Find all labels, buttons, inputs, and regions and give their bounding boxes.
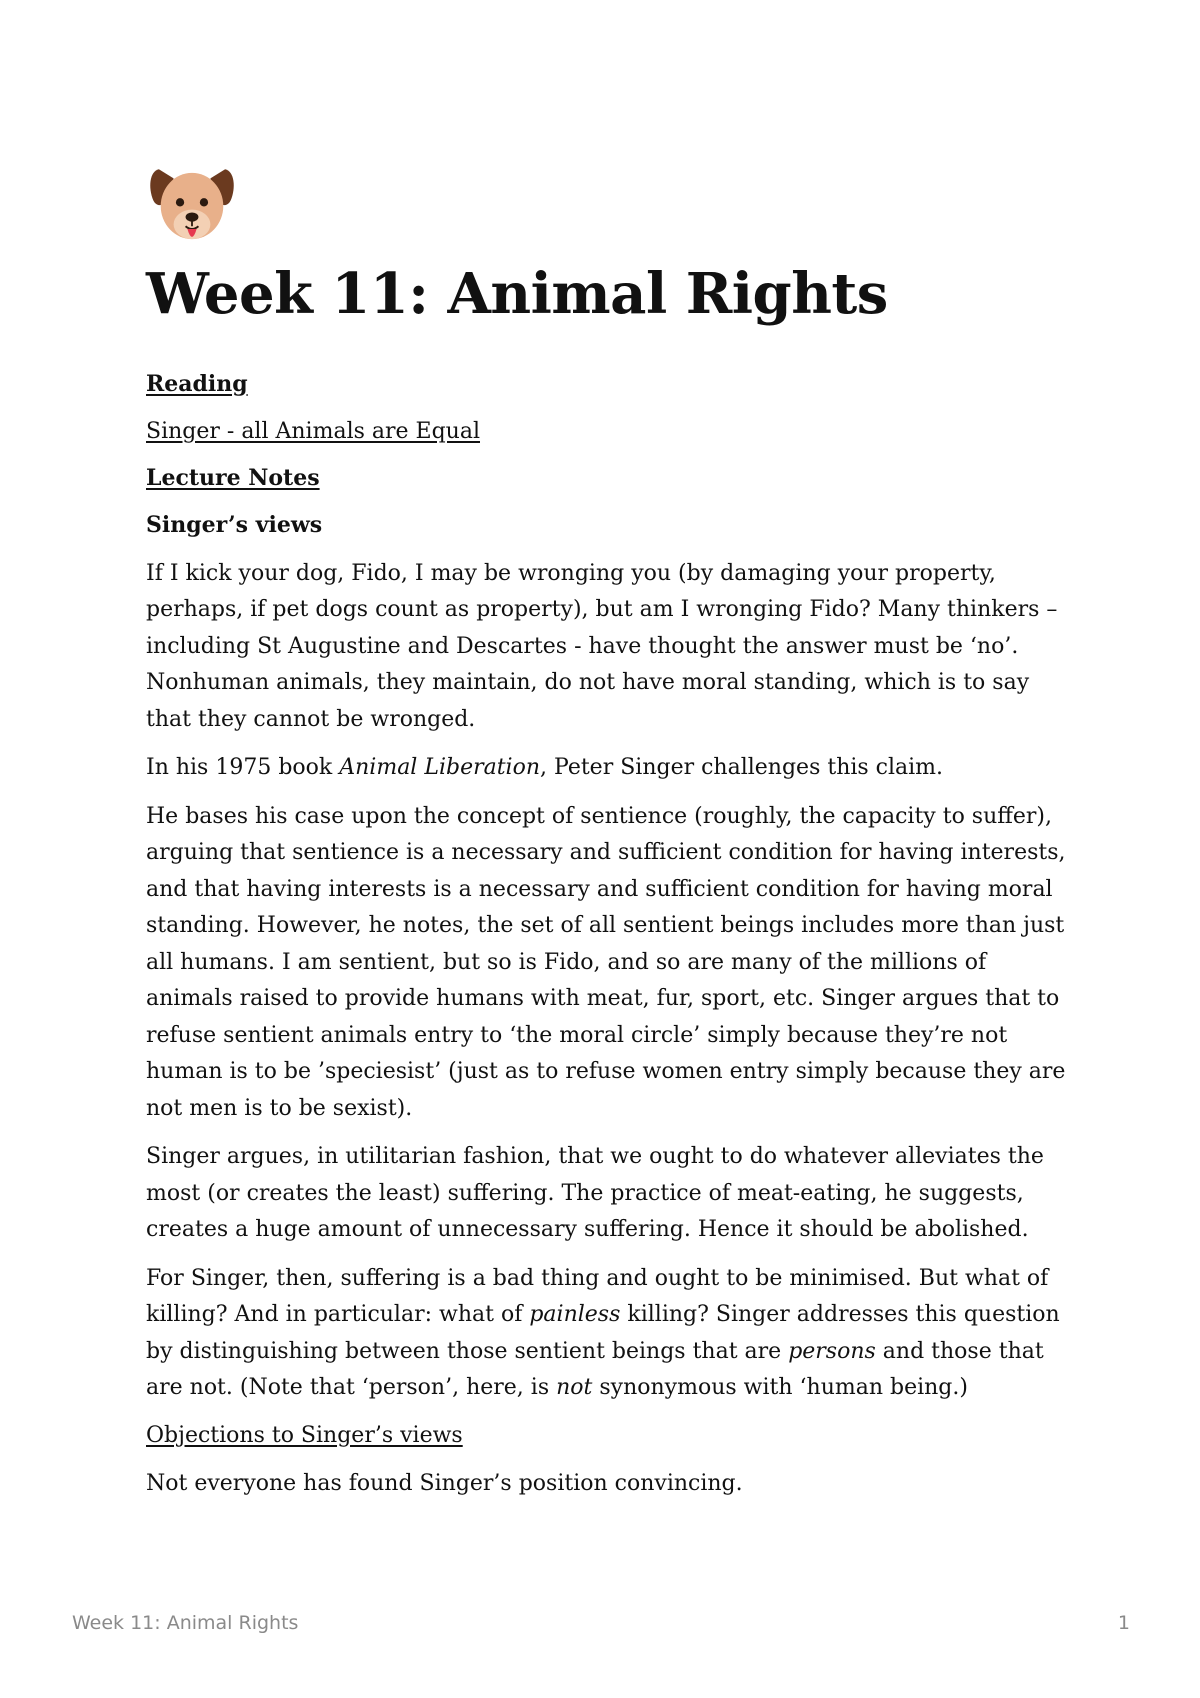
paragraph-2 <box>146 750 1076 787</box>
dog-face-icon <box>146 160 238 252</box>
paragraph-2-text-a: In his 1975 book <box>146 755 340 781</box>
page-title: Week 11: Animal Rights <box>146 261 888 327</box>
paragraph-5 <box>146 1261 1076 1407</box>
paragraph-5-text-d: synonymous with ‘human being.) <box>592 1375 968 1401</box>
lecture-notes-heading: Lecture Notes <box>146 464 320 491</box>
objections-heading[interactable]: Objections to Singer’s views <box>146 1422 463 1448</box>
paragraph-4: Singer argues, in utilitarian fashion, that we ought to do whatever alleviates the most (or creates the least) suffering. The practice of meat-eating, he suggests, creates a huge amount of unnecessary suffering. Hence it should be abolished. <box>146 1144 1044 1243</box>
document-page <box>146 160 1076 1514</box>
paragraph-5-text-b: killing? Singer addresses this question by distinguishing between those sentient beings that are <box>146 1302 1060 1364</box>
book-title: Animal Liberation <box>339 755 541 781</box>
paragraph-1: If I kick your dog, Fido, I may be wronging you (by damaging your property, perhaps, if pet dogs count as property), but am I wronging Fido? Many thinkers – including St Augustine and Descartes - have thought the answer must be ‘no’. Nonhuman animals, they maintain, do not have moral standing, which is to say that they cannot be wronged. <box>146 560 1058 732</box>
singers-views-heading: Singer’s views <box>146 511 323 538</box>
reading-heading: Reading <box>146 370 248 397</box>
emphasis-painless: painless <box>529 1302 621 1328</box>
reading-link[interactable]: Singer - all Animals are Equal <box>146 418 480 444</box>
emphasis-persons: persons <box>788 1338 876 1364</box>
paragraph-2-text-b: , Peter Singer challenges this claim. <box>540 755 944 781</box>
paragraph-3: He bases his case upon the concept of sentience (roughly, the capacity to suffer), arguing that sentience is a necessary and sufficient condition for having interests, and that having interests is a necessary and sufficient condition for having moral standing. However, he notes, the set of all sentient beings includes more than just all humans. I am sentient, but so is Fido, and so are many of the millions of animals raised to provide humans with meat, fur, sport, etc. Singer argues that to refuse sentient animals entry to ‘the moral circle’ simply because they’re not human is to be ’speciesist’ (just as to refuse women entry simply because they are not men is to be sexist). <box>146 803 1066 1121</box>
footer-page-number: 1 <box>1117 1612 1130 1634</box>
footer-title: Week 11: Animal Rights <box>72 1612 299 1634</box>
paragraph-5-text-a: For Singer, then, suffering is a bad thing and ought to be minimised. But what of killing? And in particular: what of <box>146 1265 1049 1328</box>
paragraph-5-text-c: and those that are not. (Note that ‘person’, here, is <box>146 1338 1044 1401</box>
paragraph-6: Not everyone has found Singer’s position convincing. <box>146 1470 743 1496</box>
emphasis-not: not <box>556 1375 593 1401</box>
